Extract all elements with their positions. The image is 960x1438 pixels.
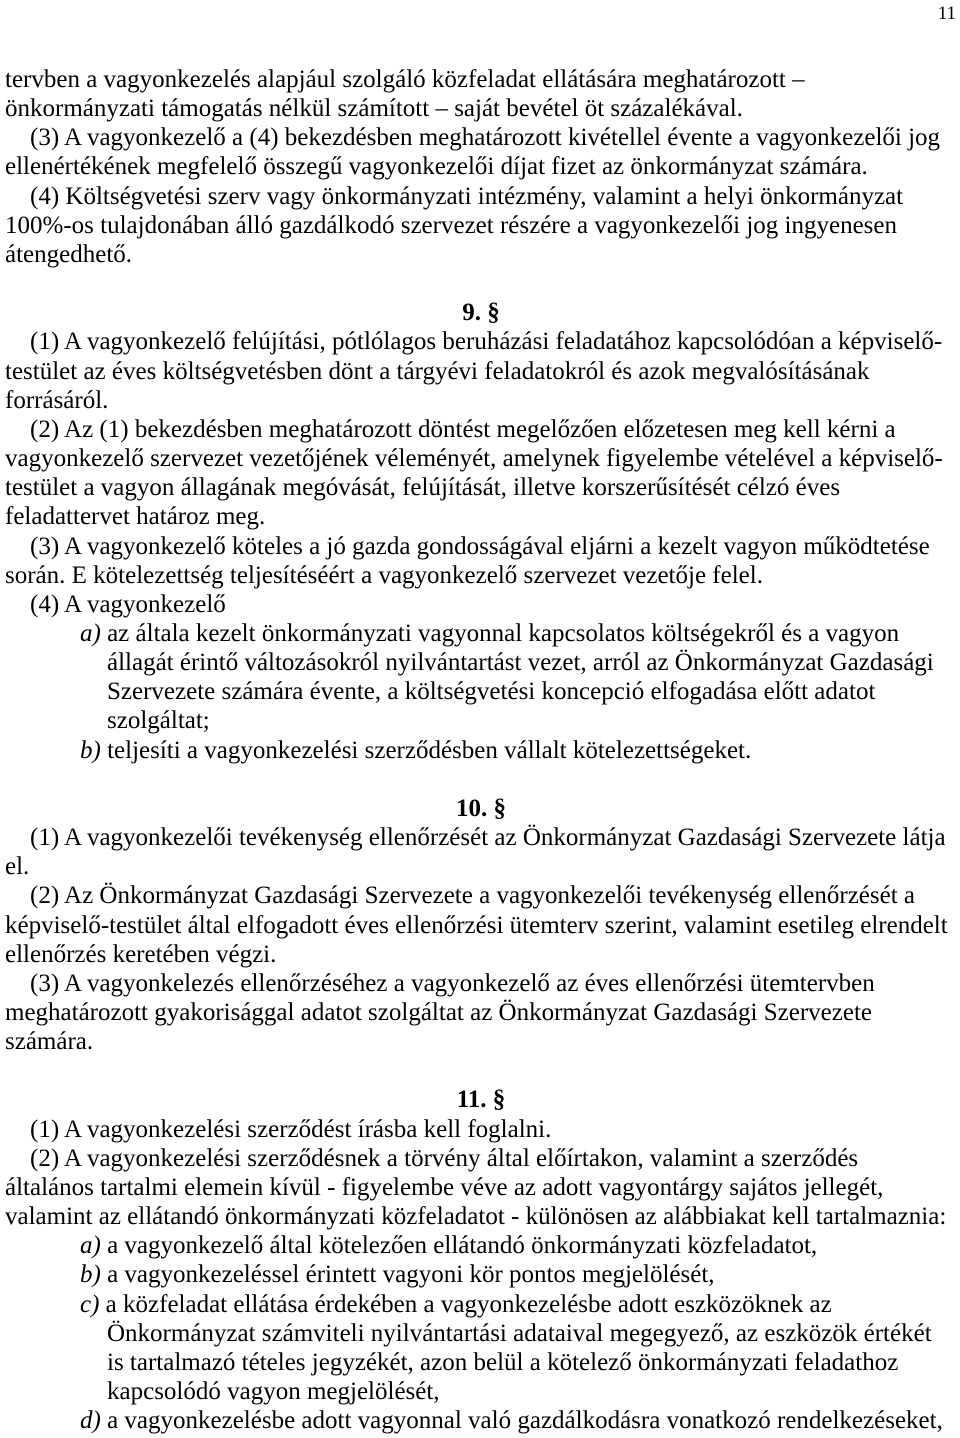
text-line: (2) Az Önkormányzat Gazdasági Szervezete a vagyonkezelői tevékenység ellenőrzését a bbox=[30, 882, 915, 910]
list-item bbox=[5, 1260, 957, 1289]
text-line: számára. bbox=[5, 1028, 94, 1056]
text-line: forrásáról. bbox=[5, 386, 109, 414]
section-heading: 9. § bbox=[462, 299, 500, 327]
list-item-label: d) bbox=[80, 1407, 101, 1435]
text-line: (3) A vagyonkelezés ellenőrzéséhez a vagyonkezelő az éves ellenőrzési ütemtervben bbox=[30, 969, 875, 997]
list-item bbox=[5, 1231, 957, 1260]
list-item-label: a) bbox=[80, 619, 101, 647]
text-line: ellenértékének megfelelő összegű vagyonkezelői díjat fizet az önkormányzat számára. bbox=[5, 153, 868, 181]
text-line: (2) Az (1) bekezdésben meghatározott döntést megelőzően előzetesen meg kell kérni a bbox=[30, 415, 896, 443]
list-item-text: a vagyonkezelő által kötelezően ellátandó önkormányzati közfeladatot, bbox=[107, 1232, 818, 1260]
text-line: (4) A vagyonkezelő bbox=[30, 590, 226, 618]
list-item-text: a közfeladat ellátása érdekében a vagyonkezelésbe adott eszközöknek az bbox=[105, 1290, 832, 1318]
list-item bbox=[5, 736, 957, 765]
section-heading: 11. § bbox=[456, 1086, 506, 1114]
paragraph bbox=[5, 881, 957, 968]
text-line: is tartalmazó tételes jegyzékét, azon belül a kötelező önkormányzati feladathoz bbox=[107, 1348, 899, 1376]
text-line: ellenőrzés keretében végzi. bbox=[5, 940, 277, 968]
text-line: testület a vagyon állagának megóvását, felújítását, illetve korszerűsítését célzó éves bbox=[5, 474, 841, 502]
text-line: általános tartalmi elemein kívül - figyelembe véve az adott vagyontárgy sajátos jellegét, bbox=[5, 1173, 884, 1201]
text-line: állagát érintő változásokról nyilvántartást vezet, arról az Önkormányzat Gazdasági bbox=[107, 649, 934, 677]
text-line: Szervezete számára évente, a költségvetési koncepció elfogadása előtt adatot bbox=[107, 678, 876, 706]
list-item bbox=[5, 1290, 957, 1407]
text-line: meghatározott gyakorisággal adatot szolgáltat az Önkormányzat Gazdasági Szervezete bbox=[5, 999, 872, 1026]
text-line bbox=[80, 1406, 957, 1435]
text-line: valamint az ellátandó önkormányzati közfeladatot - különösen az alábbiakat kell tartalmaznia: bbox=[5, 1203, 947, 1231]
text-line: 100%-os tulajdonában álló gazdálkodó szervezet részére a vagyonkezelői jog ingyenesen bbox=[5, 211, 898, 239]
paragraph bbox=[5, 1115, 957, 1144]
text-line: (3) A vagyonkezelő a (4) bekezdésben meghatározott kivétellel évente a vagyonkezelői jog bbox=[30, 124, 941, 152]
text-line: (4) Költségvetési szerv vagy önkormányzati intézmény, valamint a helyi önkormányzat bbox=[30, 182, 904, 210]
text-line bbox=[80, 1290, 957, 1319]
paragraph bbox=[5, 969, 957, 1056]
list-item-text: az általa kezelt önkormányzati vagyonnal kapcsolatos költségekről és a vagyon bbox=[107, 619, 900, 647]
text-line: során. E kötelezettség teljesítéséért a vagyonkezelő szervezet vezetője felel. bbox=[5, 561, 763, 589]
text-line: vagyonkezelő szervezet vezetőjének véleményét, amelynek figyelembe vételével a képviselő- bbox=[5, 445, 943, 473]
text-line bbox=[80, 1231, 957, 1260]
paragraph bbox=[5, 532, 957, 590]
list-item-label: a) bbox=[80, 1232, 101, 1260]
list-item-label: c) bbox=[80, 1290, 100, 1318]
paragraph bbox=[5, 123, 957, 181]
text-line bbox=[80, 619, 957, 648]
text-line: (1) A vagyonkezelő felújítási, pótlólagos beruházási feladatához kapcsolódóan a képviselő- bbox=[30, 328, 943, 356]
text-line: képviselő-testület által elfogadott éves ellenőrzési ütemterv szerint, valamint esetileg elrendelt bbox=[5, 911, 948, 939]
list-item-text: teljesíti a vagyonkezelési szerződésben vállalt kötelezettségeket. bbox=[107, 736, 752, 764]
text-line: (1) A vagyonkezelői tevékenység ellenőrzését az Önkormányzat Gazdasági Szervezete látja bbox=[30, 824, 946, 852]
section-heading: 10. § bbox=[456, 794, 506, 822]
text-line: kapcsolódó vagyon megjelölését, bbox=[107, 1378, 440, 1406]
text-line: tervben a vagyonkezelés alapjául szolgáló közfeladat ellátására meghatározott – bbox=[5, 66, 805, 93]
text-line: (1) A vagyonkezelési szerződést írásba kell foglalni. bbox=[30, 1115, 552, 1143]
list-item-label: b) bbox=[80, 1261, 101, 1289]
text-line bbox=[80, 1260, 957, 1289]
list-item-text: a vagyonkezelésbe adott vagyonnal való gazdálkodásra vonatkozó rendelkezéseket, bbox=[107, 1407, 943, 1435]
text-line: testület az éves költségvetésben dönt a tárgyévi feladatokról és azok megvalósításának bbox=[5, 357, 870, 385]
list-item-label: b) bbox=[80, 736, 101, 764]
text-line: el. bbox=[5, 853, 30, 881]
list-item bbox=[5, 619, 957, 736]
text-line: Önkormányzat számviteli nyilvántartási adataival megegyező, az eszközök értékét bbox=[107, 1319, 932, 1347]
paragraph bbox=[5, 415, 957, 532]
paragraph bbox=[5, 1144, 957, 1231]
page-number: 11 bbox=[937, 3, 956, 24]
text-line: (3) A vagyonkezelő köteles a jó gazda gondosságával eljárni a kezelt vagyon működtetése bbox=[30, 532, 930, 560]
list-item-text: a vagyonkezeléssel érintett vagyoni kör pontos megjelölését, bbox=[107, 1261, 715, 1289]
text-line bbox=[80, 736, 957, 765]
text-line: önkormányzati támogatás nélkül számított – saját bevétel öt százalékával. bbox=[5, 95, 743, 123]
continuation-paragraph bbox=[5, 65, 957, 123]
paragraph bbox=[5, 590, 957, 619]
text-line: szolgáltat; bbox=[107, 707, 210, 735]
text-line: feladattervet határoz meg. bbox=[5, 503, 266, 531]
list-item bbox=[5, 1406, 957, 1435]
text-line: átengedhető. bbox=[5, 240, 133, 268]
text-line: (2) A vagyonkezelési szerződésnek a törvény által előírtakon, valamint a szerződés bbox=[30, 1144, 859, 1172]
paragraph bbox=[5, 327, 957, 414]
paragraph bbox=[5, 823, 957, 881]
paragraph bbox=[5, 182, 957, 269]
